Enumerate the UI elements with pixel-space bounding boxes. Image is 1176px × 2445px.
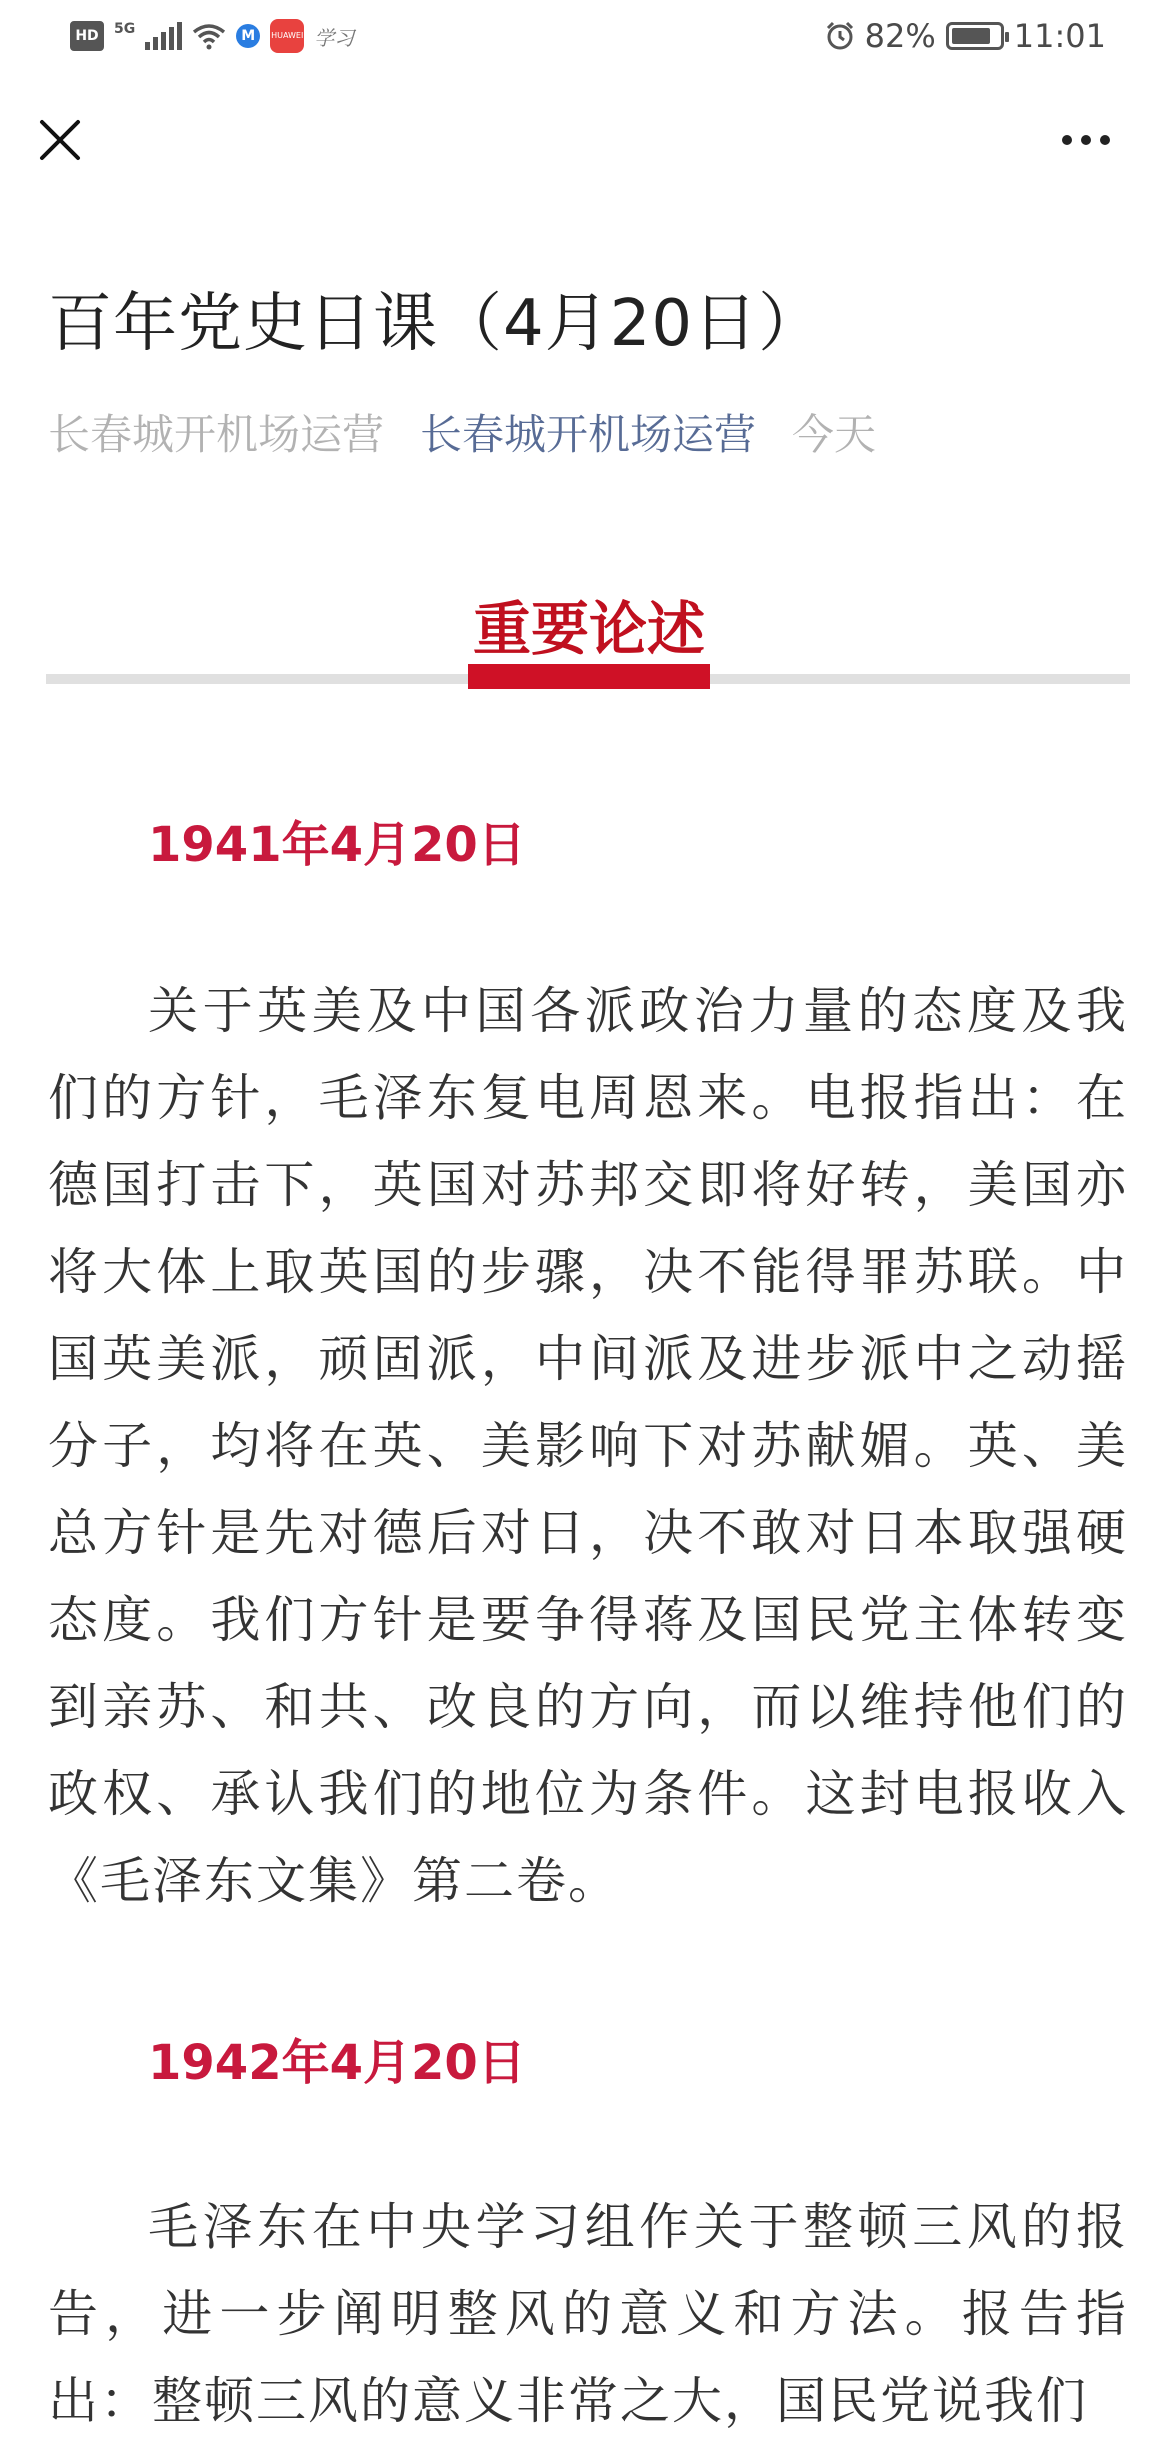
more-dots-icon: [1062, 135, 1072, 145]
article-author: 长春城开机场运营: [48, 410, 385, 459]
section-title: 重要论述: [472, 595, 705, 663]
battery-level-fill: [952, 28, 990, 44]
entry-date: 1942年4月20日: [148, 2035, 526, 2091]
huawei-app-icon: HUAWEI: [270, 19, 304, 53]
clock-time: 11:01: [1013, 17, 1106, 55]
xuexi-app-icon: 学习: [314, 25, 355, 50]
article-title: 百年党史日课（4月20日）: [48, 287, 824, 361]
more-dots-icon: [1100, 135, 1110, 145]
status-left: [70, 16, 354, 56]
account-name-link[interactable]: 长春城开机场运营: [420, 410, 757, 459]
messenger-app-icon: M: [236, 24, 260, 48]
wifi-icon: [192, 22, 226, 50]
battery-icon: [946, 22, 1004, 50]
entry-body: 关于英美及中国各派政治力量的态度及我们的方针，毛泽东复电周恩来。电报指出：在德国打击下，英国对苏邦交即将好转，美国亦将大体上取英国的步骤，决不能得罪苏联。中国英美派，顽固派，中间派及进步派中之动摇分子，均将在英、美影响下对苏献媚。英、美总方针是先对德后对日，决不敢对日本取强硬态度。我们方针是要争得蒋及国民党主体转变到亲苏、和共、改良的方向，而以维持他们的政权、承认我们的地位为条件。这封电报收入《毛泽东文集》第二卷。: [48, 982, 1128, 1910]
signal-icon: [145, 22, 182, 50]
entry-date: 1941年4月20日: [148, 817, 526, 873]
close-button[interactable]: [30, 110, 90, 170]
status-bar: [0, 0, 1176, 72]
hd-badge: HD: [70, 21, 104, 51]
publish-date: 今天: [792, 410, 877, 459]
status-right: [825, 16, 1106, 56]
entry-body: 毛泽东在中央学习组作关于整顿三风的报告，进一步阐明整风的意义和方法。报告指出：整顿三风的意义非常之大，国民党说我们: [48, 2198, 1128, 2430]
article-meta: [48, 402, 876, 462]
more-dots-icon: [1081, 135, 1091, 145]
alarm-icon: [825, 21, 855, 51]
close-icon: [30, 110, 90, 170]
network-type: 5G: [114, 21, 136, 37]
more-options-button[interactable]: [1046, 110, 1126, 170]
section-accent-bar: [468, 664, 710, 689]
battery-percent: 82%: [864, 17, 936, 55]
